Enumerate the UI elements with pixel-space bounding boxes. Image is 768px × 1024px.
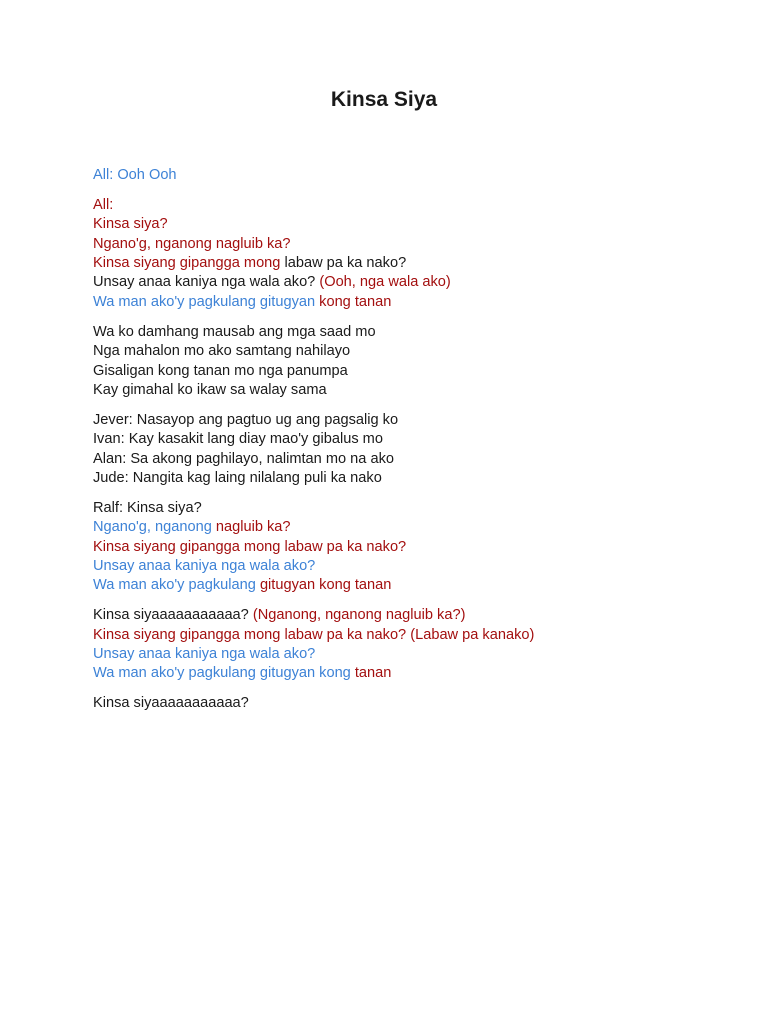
lyric-line: [93, 273, 713, 292]
lyric-segment: Ngano'g, nganong: [93, 519, 216, 536]
lyric-segment: All:: [93, 196, 114, 213]
stanza: [93, 694, 713, 713]
lyric-segment: Ralf: Kinsa siya?: [93, 499, 202, 516]
lyric-segment: Wa man ako'y pagkulang gitugyan kong: [93, 665, 355, 682]
lyric-segment: Kinsa siyang gipangga mong: [93, 255, 285, 272]
lyric-segment: (Nganong, nganong nagluib ka?): [252, 607, 466, 624]
lyric-line: [93, 606, 713, 625]
lyric-line: [93, 450, 713, 469]
lyric-segment: (Ooh, nga wala ako): [319, 274, 451, 291]
lyric-segment: kong tanan: [319, 293, 392, 310]
lyric-line: [93, 381, 713, 400]
lyric-segment: Wa man ako'y pagkulang: [93, 577, 260, 594]
lyric-line: [93, 323, 713, 342]
stanza: [93, 196, 713, 312]
lyric-segment: labaw pa ka nako?: [284, 255, 407, 272]
lyric-segment: Jever: Nasayop ang pagtuo ug ang pagsalig ko: [93, 411, 399, 428]
lyric-segment: Nga mahalon mo ako samtang nahilayo: [93, 343, 351, 360]
stanza: [93, 499, 713, 596]
lyric-segment: Kinsa siyang gipangga mong labaw pa ka nako? (Labaw pa kanako): [93, 626, 535, 643]
lyric-segment: Unsay anaa kaniya nga wala ako?: [93, 646, 316, 663]
lyric-line: [93, 576, 713, 595]
lyric-line: [93, 499, 713, 518]
lyric-segment: Unsay anaa kaniya nga wala ako?: [93, 274, 320, 291]
lyric-segment: Kinsa siyang gipangga mong labaw pa ka nako?: [93, 538, 407, 555]
lyric-segment: Kay gimahal ko ikaw sa walay sama: [93, 381, 327, 398]
lyric-line: [93, 557, 713, 576]
lyric-line: [93, 538, 713, 557]
lyric-segment: gitugyan kong tanan: [259, 577, 392, 594]
lyric-segment: Kinsa siyaaaaaaaaaaa?: [93, 695, 249, 712]
lyrics-body: [93, 166, 713, 724]
lyric-segment: Gisaligan kong tanan mo nga panumpa: [93, 362, 348, 379]
lyric-line: [93, 166, 713, 185]
lyric-line: [93, 645, 713, 664]
lyric-segment: Ngano'g, nganong nagluib ka?: [93, 235, 291, 252]
lyric-segment: All: Ooh Ooh: [93, 167, 177, 183]
lyric-segment: Jude: Nangita kag laing nilalang puli ka nako: [93, 469, 382, 486]
lyric-segment: Kinsa siyaaaaaaaaaaa?: [93, 607, 253, 624]
lyric-line: [93, 235, 713, 254]
lyric-segment: tanan: [354, 665, 392, 682]
lyric-line: [93, 342, 713, 361]
lyric-line: [93, 293, 713, 312]
lyric-line: [93, 362, 713, 381]
stanza: [93, 606, 713, 684]
lyric-line: [93, 215, 713, 234]
lyric-line: [93, 411, 713, 430]
stanza: [93, 166, 713, 185]
page-title: Kinsa Siya: [330, 88, 438, 111]
lyric-segment: nagluib ka?: [215, 519, 291, 536]
lyric-line: [93, 254, 713, 273]
lyric-segment: Wa ko damhang mausab ang mga saad mo: [93, 323, 376, 340]
lyric-line: [93, 694, 713, 713]
lyric-line: [93, 469, 713, 488]
lyric-segment: Ivan: Kay kasakit lang diay mao'y gibalus mo: [93, 431, 383, 448]
lyric-segment: Kinsa siya?: [93, 216, 168, 233]
lyric-segment: Alan: Sa akong paghilayo, nalimtan mo na ako: [93, 450, 394, 467]
lyric-line: [93, 664, 713, 683]
lyric-line: [93, 518, 713, 537]
lyric-line: [93, 626, 713, 645]
lyric-line: [93, 196, 713, 215]
stanza: [93, 411, 713, 489]
lyric-segment: Unsay anaa kaniya nga wala ako?: [93, 558, 316, 575]
stanza: [93, 323, 713, 401]
lyric-line: [93, 430, 713, 449]
lyric-segment: Wa man ako'y pagkulang gitugyan: [93, 293, 320, 310]
